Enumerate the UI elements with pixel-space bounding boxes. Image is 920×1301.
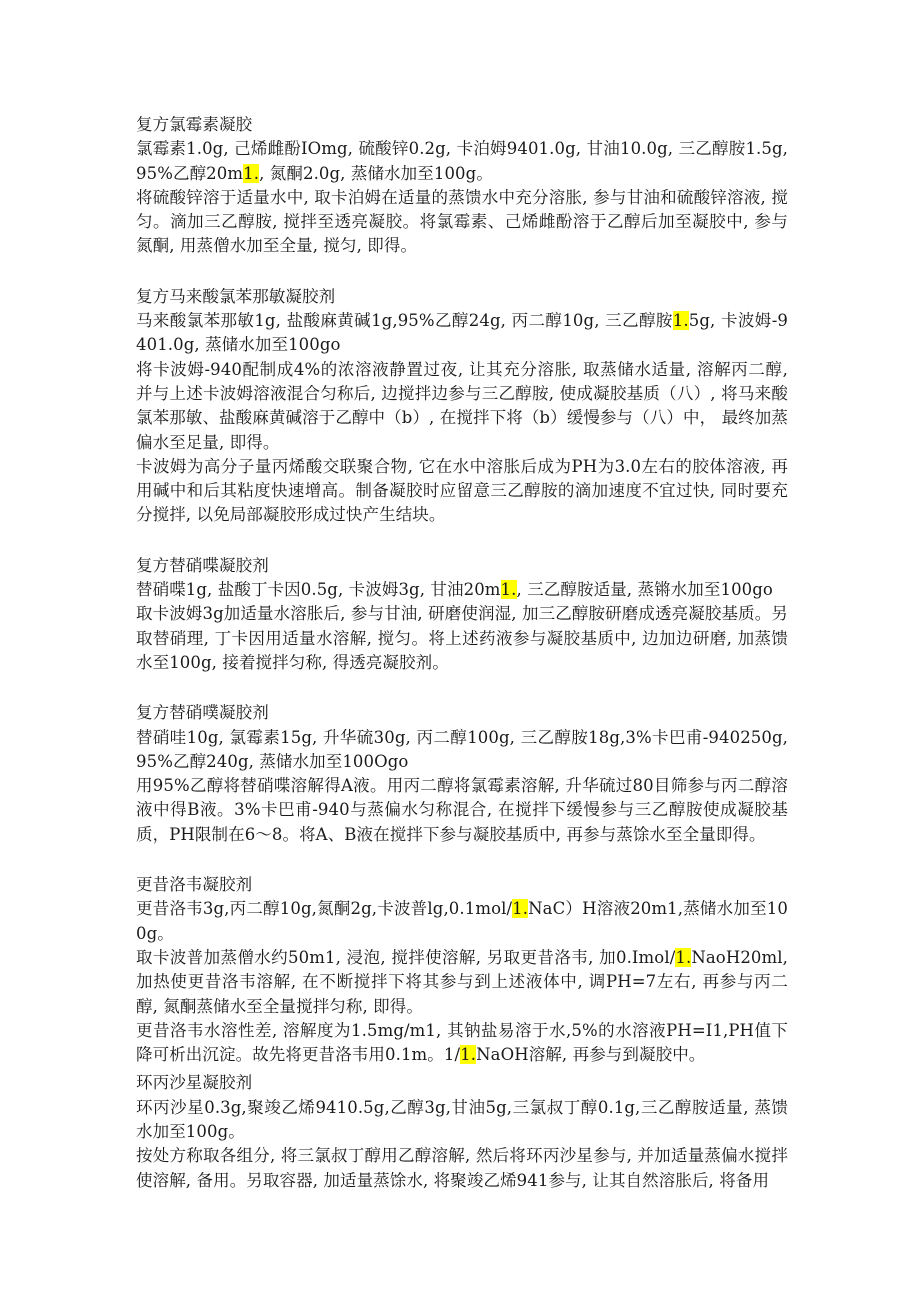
paragraph xyxy=(136,774,788,847)
text-run: 用95%乙醇将替硝喋溶解得A液。用丙二醇将氯霉素溶解, 升华硫过80目筛参与丙二醇溶液中得B液。3%卡巴甫-940与蒸偏水匀称混合, 在搅拌下缓慢参与三乙醇胺使成凝胶基质，PH限制在6～8。将A、B液在搅拌下参与凝胶基质中, 再参与蒸馀水至全量即得。 xyxy=(136,776,788,844)
text-run: 按处方称取各组分, 将三氯叔丁醇用乙醇溶解, 然后将环丙沙星参与, 并加适量蒸偏水搅拌使溶解, 备用。另取容器, 加适量蒸馀水, 将聚竣乙烯941参与, 让其自然溶胀后, 将备用 xyxy=(136,1146,788,1190)
highlighted-text: 1. xyxy=(672,311,689,331)
paragraph xyxy=(136,358,788,455)
paragraph xyxy=(136,1096,788,1145)
text-run: NaOH溶解, 再参与到凝胶中。 xyxy=(476,1045,706,1065)
paragraph xyxy=(136,137,788,186)
section-tinidazole-gel-a xyxy=(136,554,788,675)
section-title: 复方替硝噗凝胶剂 xyxy=(136,703,269,723)
text-run: 将卡波姆-940配制成4%的浓溶液静置过夜, 让其充分溶胀, 取蒸储水适量, 溶解丙二醇, 并与上述卡波姆溶液混合匀称后, 边搅拌边参与三乙醇胺, 使成凝胶基质（八）, 将马来酸氯苯那敏、盐酸麻黄碱溶于乙醇中（b）, 在搅拌下将（b）缓慢参与（八）中， 最终加蒸偏水至足量, 即得。 xyxy=(136,359,788,452)
text-run: 卡波姆为高分子量丙烯酸交联聚合物, 它在水中溶胀后成为PH为3.0左右的胶体溶液, 再用碱中和后其粘度快速增高。制备凝胶时应留意三乙醇胺的滴加速度不宜过快, 同时要充分搅拌, 以免局部凝胶形成过快产生结块。 xyxy=(136,456,788,525)
paragraph xyxy=(136,1019,788,1068)
paragraph xyxy=(136,186,788,259)
section-ganciclovir-gel xyxy=(136,873,788,1067)
highlighted-text: 1. xyxy=(243,163,260,183)
section-tinidazole-gel-b xyxy=(136,701,788,847)
paragraph xyxy=(136,455,788,528)
paragraph xyxy=(136,897,788,946)
paragraph xyxy=(136,1144,788,1193)
text-run: NaoH20ml,加热使更昔洛韦溶解, 在不断搅拌下将其参与到上述液体中, 调PH=7左右, 再参与丙二醇, 氮酮蒸储水至全量搅拌匀称, 即得。 xyxy=(136,947,788,1016)
text-run: 5g, 卡波姆-9401.0g, 蒸储水加至100go xyxy=(136,311,788,355)
paragraph xyxy=(136,309,788,358)
highlighted-text: 1. xyxy=(460,1045,477,1065)
text-run: 氯霉素1.0g, 己烯雌酚IOmg, 硫酸锌0.2g, 卡泊姆9401.0g, 甘油10.0g, 三乙醇胺1.5g,95%乙醇20m xyxy=(136,139,788,183)
section-chlorphenamine-gel xyxy=(136,285,788,528)
paragraph xyxy=(136,726,788,775)
paragraph xyxy=(136,602,788,675)
text-run: , 三乙醇胺适量, 蒸锵水加至100go xyxy=(516,580,773,600)
text-run: 马来酸氯苯那敏1g, 盐酸麻黄碱1g,95%乙醇24g, 丙二醇10g, 三乙醇胺 xyxy=(136,311,673,331)
section-title: 环丙沙星凝胶剂 xyxy=(136,1073,253,1093)
text-run: 替硝喋1g, 盐酸丁卡因0.5g, 卡波姆3g, 甘油20m xyxy=(136,580,501,600)
text-run: 替硝哇10g, 氯霉素15g, 升华硫30g, 丙二醇100g, 三乙醇胺18g,3%卡巴甫-940250g,95%乙醇240g, 蒸储水加至100Ogo xyxy=(136,727,788,771)
text-run: , 氮酮2.0g, 蒸储水加至100g。 xyxy=(259,163,493,183)
text-run: 将硫酸锌溶于适量水中, 取卡泊姆在适量的蒸馈水中充分溶胀, 参与甘油和硫酸锌溶液, 搅匀。滴加三乙醇胺, 搅拌至透亮凝胶。将氯霉素、己烯雌酚溶于乙醇后加至凝胶中, 参与氮酮, 用蒸僧水加至全量, 搅匀, 即得。 xyxy=(136,187,788,256)
section-title: 复方马来酸氯苯那敏凝胶剂 xyxy=(136,286,336,306)
highlighted-text: 1. xyxy=(500,580,517,600)
section-title: 更昔洛韦凝胶剂 xyxy=(136,875,253,895)
section-title: 复方氯霉素凝胶 xyxy=(136,115,253,134)
text-run: 取卡波普加蒸僧水约50m1, 浸泡, 搅拌使溶解, 另取更昔洛韦, 加0.Imol/ xyxy=(136,947,676,967)
text-run: 更昔洛韦水溶性差, 溶解度为1.5mg/m1, 其钠盐易溶于水,5%的水溶液PH=I1,PH值下降可析出沉淀。故先将更昔洛韦用0.1m。1/ xyxy=(136,1020,788,1065)
section-chloramphenicol-gel xyxy=(136,113,788,259)
highlighted-text: 1. xyxy=(512,899,529,919)
section-ciprofloxacin-gel xyxy=(136,1071,788,1192)
highlighted-text: 1. xyxy=(675,947,692,967)
text-run: 环丙沙星0.3g,聚竣乙烯9410.5g,乙醇3g,甘油5g,三氯叔丁醇0.1g,三乙醇胺适量, 蒸馈水加至100g。 xyxy=(136,1097,788,1141)
section-title: 复方替硝喋凝胶剂 xyxy=(136,555,269,575)
text-run: 取卡波姆3g加适量水溶胀后, 参与甘油, 研磨使润湿, 加三乙醇胺研磨成透亮凝胶基质。另取替硝理, 丁卡因用适量水溶解, 搅匀。将上述药液参与凝胶基质中, 边加边研磨, 加蒸馈水至100g, 接着搅拌匀称, 得透亮凝胶剂。 xyxy=(136,604,788,672)
document-body xyxy=(136,113,788,1193)
paragraph xyxy=(136,578,788,602)
text-run: NaC）H溶液20m1,蒸储水加至100g。 xyxy=(136,899,788,943)
text-run: 更昔洛韦3g,丙二醇10g,氮酮2g,卡波普lg,0.1mol/ xyxy=(136,899,513,919)
paragraph xyxy=(136,946,788,1019)
